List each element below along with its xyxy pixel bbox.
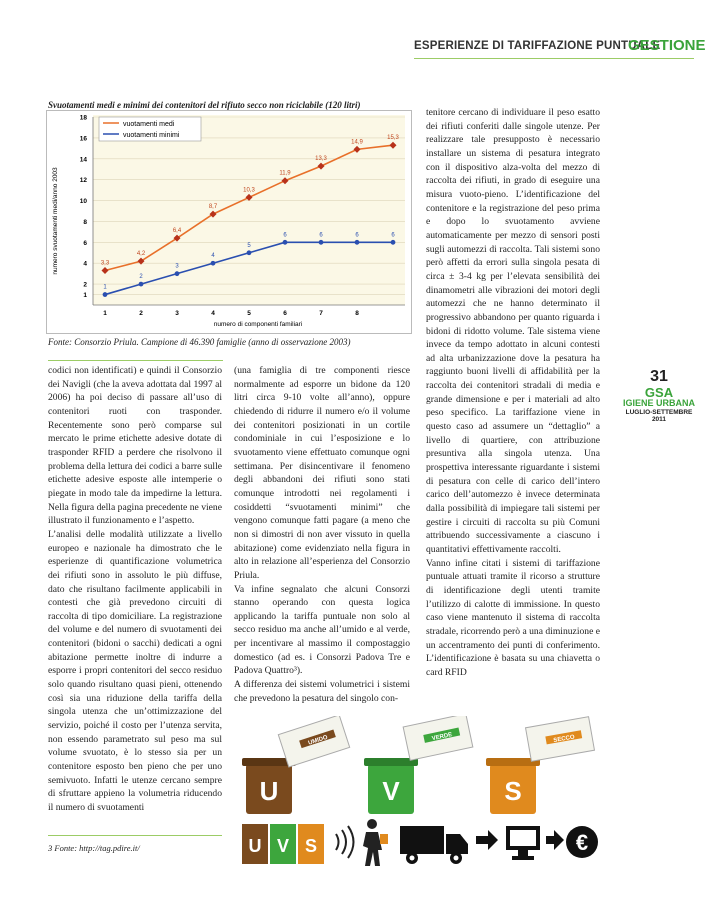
paragraph: L’analisi delle modalità utilizzate a livello europeo e nazionale ha dimostrato che le esperienze di quantificazione volumetrica dei rifiuti sono in assoluto le più diffuse, dato che risultano facilmente applicabili in contesti che già prevedono circuiti di raccolta di tipo domiciliare. La registrazione del volume e del numero di svuotamenti dei contenitori (bidoni o sacchi) dedicati a ogni abitazione permette inoltre di indurre a esporre i propri contenitori del secco residuo solo quando risultano quasi pieni, ottenendo così sia una riduzione della tariffa della singola utenza che un’ottimizzazione del servizio, poiché il costo per l’utenza servita, non essendo parametrato sul peso ma sul volume svuotato, è lo stesso sia per un contenitore esposto ben pieno che per uno semivuoto. Infatti le utenze cercano sempre di sfruttare appieno la volumetria riducendo il numero di svuotamenti [48, 528, 222, 813]
data-label-minimi: 6 [355, 232, 359, 239]
rfid-card-umido-label: UMIDO [307, 734, 329, 747]
x-axis-label: numero di componenti familiari [213, 321, 303, 328]
paragraph: Vanno infine citati i sistemi di tariffazione puntuale attuati tramite il ricorso a strutture di identificazione degli utenti tramite l’utilizzo di calotte di immissione. In questo caso viene mantenuto il sistema di raccolta stradale, ricorrendo però a una diminuzione e un accentramento dei punti di conferimento. L’identificazione è basata su una chiavetta o card RFID [426, 557, 600, 678]
data-label-medi: 14,9 [351, 139, 363, 146]
data-label-medi: 8,7 [208, 204, 218, 211]
combo-letter-u: U [248, 836, 262, 856]
text-column-3 [426, 106, 600, 680]
x-tick-label: 1 [103, 310, 107, 317]
magazine-name: IGIENE URBANA [623, 398, 696, 408]
header-divider [414, 58, 694, 59]
caption-divider [48, 360, 223, 361]
data-label-minimi: 6 [319, 232, 323, 239]
paragraph: Va infine segnalato che alcuni Consorzi stanno operando con questa logica applicando la tariffa puntuale non solo al secco residuo ma anche all’umido e al verde, per incentivare al massimo il compostaggio domestico (ad es. i Consorzi Padova Tre e Padova Quattro³). [234, 583, 410, 677]
legend-label-minimi: vuotamenti minimi [123, 132, 180, 139]
operator-icon [363, 819, 388, 866]
paragraph: codici non identificati) e quindi il Consorzio dei Navigli (che la aveva adottata dal 1997 al 2006) ha poi deciso di passare all’uso di contenitori ruoti con trasponder. Recentemente sono però comparse sul mercato le prime etichette adesive dotate di trasponder RFID a perdere che risolvono il problema della lettura dei codici a barre sulle etichette adesive esposte alle intemperie o piegate in modo tale da impedirne la lettura. Nella figura della pagina precedente ne viene illustrato il funzionamento e l’aspetto. [48, 365, 222, 527]
paragraph: A differenza dei sistemi volumetrici i sistemi che prevedono la pesatura del singolo con- [234, 679, 410, 704]
text-column-2 [234, 364, 410, 705]
combined-bins [242, 824, 324, 864]
y-tick-label: 12 [79, 177, 87, 185]
magazine-logo: GSA [644, 385, 674, 400]
bin-verde-letter: V [382, 776, 400, 806]
garbage-truck-icon [400, 826, 468, 864]
data-point-minimi [319, 240, 324, 245]
data-point-minimi [103, 292, 108, 297]
section-header: ESPERIENZE DI TARIFFAZIONE PUNTUALE [414, 40, 661, 52]
combo-letter-s: S [304, 836, 318, 856]
data-label-medi: 13,3 [315, 156, 327, 163]
x-tick-label: 8 [355, 310, 359, 317]
data-point-minimi [247, 250, 252, 255]
rfid-card-verde-label: VERDE [431, 732, 453, 743]
data-label-minimi: 4 [211, 253, 215, 260]
chart [46, 110, 412, 334]
data-label-medi: 3,3 [100, 260, 110, 267]
x-tick-label: 4 [211, 310, 215, 317]
y-tick-label: 14 [79, 156, 87, 164]
bin-verde [364, 716, 473, 814]
euro-symbol: € [575, 830, 589, 855]
y-tick-label: 18 [79, 114, 87, 122]
data-point-minimi [283, 240, 288, 245]
data-point-minimi [355, 240, 360, 245]
y-tick-label: 1 [83, 292, 87, 300]
bin-umido-letter: U [259, 776, 279, 806]
x-tick-label: 6 [283, 310, 287, 317]
y-tick-label: 8 [83, 218, 87, 226]
y-tick-label: 16 [79, 135, 87, 143]
chart-title: Svuotamenti medi e minimi dei contenitori del rifiuto secco non riciclabile (120 litri) [48, 100, 361, 110]
data-label-minimi: 3 [175, 263, 179, 270]
euro-icon [566, 826, 598, 858]
data-label-medi: 11,9 [279, 170, 291, 177]
data-point-minimi [211, 261, 216, 266]
bin-secco [486, 717, 594, 814]
bin-secco-letter: S [504, 776, 522, 806]
magazine-issue: LUGLIO-SETTEMBRE 2011 [625, 409, 693, 423]
data-point-minimi [391, 240, 396, 245]
arrow-icon [476, 830, 498, 850]
rfid-signal-icon [336, 826, 354, 858]
y-tick-label: 4 [83, 260, 87, 268]
data-label-minimi: 6 [391, 232, 395, 239]
footnote-divider [48, 835, 222, 836]
y-tick-label: 6 [83, 239, 87, 247]
text-column-1 [48, 364, 222, 815]
data-label-medi: 6,4 [172, 228, 182, 235]
computer-icon [506, 826, 540, 860]
chart-caption: Fonte: Consorzio Priula. Campione di 46.390 famiglie (anno di osservazione 2003) [48, 337, 351, 347]
chart-svg [47, 111, 411, 333]
legend-label-medi: vuotamenti medi [123, 121, 175, 128]
data-label-medi: 10,3 [243, 187, 255, 194]
x-tick-label: 2 [139, 310, 143, 317]
data-label-minimi: 2 [139, 274, 143, 281]
x-tick-label: 3 [175, 310, 179, 317]
paragraph: tenitore cercano di individuare il peso esatto dei rifiuti conferiti dalle singole utenze. Per realizzare tale presupposto è necessario installare un sistema di pesatura integrato con il dispositivo alza-volta del mezzo di raccolta dei rifiuti, in grado di eseguire una misura vuoto-pieno. L’identificazione del contenitore e la registrazione del peso prima e dopo lo svuotamento avviene automaticamente per mezzo di sensori posti sugli automezzi di raccolta. Tali sistemi sono però affetti da errori sulla singola pesata di circa ± 3-4 kg per l’elevata sensibilità dei dinamometri alle vibrazioni dei motori degli automezzi che ne hanno determinato il progressivo abbandono per quanto riguarda i bidoni di ridotto volume. Tale sistema viene invece da tempo adottato in alcuni contesti ad alta urbanizzazione dove la pesatura ha raggiunto buoni livelli di affidabilità per la raccolta dei contenitori stradali di media e grande dimensione e per i materiali ad alto peso specifico. La tariffazione viene in questo caso ad assumere un “dettaglio” a livello di quartiere, con attribuzione presuntiva alla singola utenza. Una prospettiva interessante riguardante i sistemi di pesatura con celle di carico dell’intero carico dell’automezzo è invece determinata dalla possibilità di impiegare tali sistemi per gestire i circuiti di raccolta su più Comuni attribuendo successivamente a ciascuno i quantitativi effettivamente raccolti. [426, 107, 600, 555]
footnote: 3 Fonte: http://tag.pdire.it/ [48, 843, 140, 853]
illustration-svg [240, 716, 600, 876]
rfid-card-secco-label: SECCO [553, 734, 576, 745]
x-tick-label: 5 [247, 310, 251, 317]
rfid-system-illustration [240, 716, 600, 876]
arrow-icon [546, 830, 564, 850]
data-point-minimi [139, 282, 144, 287]
y-tick-label: 10 [79, 198, 87, 206]
data-label-medi: 4,2 [136, 251, 146, 258]
page-number: 31 [650, 368, 668, 385]
paragraph: (una famiglia di tre componenti riesce normalmente ad esporre un bidone da 120 litri circa 9-10 volte all’anno), oppure chiedendo di ridurre il numero e/o il volume dei contenitori posizionati in un cortile condominiale in cui l’esposizione e lo svuotamento viene effettuato comunque ogni settimana. Per disincentivare il fenomeno degli abbandoni dei rifiuti sono stati comunque introdotti nei regolamenti i cosiddetti “svuotamenti minimi” che vengono comunque fatti pagare (a meno che non si dimostri di non aver vissuto in quella abitazione) come evidenziato nella figura in alto in relazione all’esperienza del Consorzio Priula. [234, 365, 410, 581]
bin-umido [242, 716, 350, 814]
data-label-minimi: 1 [103, 284, 107, 291]
data-label-minimi: 5 [247, 242, 251, 249]
data-label-minimi: 6 [283, 232, 287, 239]
x-tick-label: 7 [319, 310, 323, 317]
y-axis-label: numero svuotamenti medi/anno 2003 [52, 167, 59, 275]
data-label-medi: 15,3 [387, 135, 399, 142]
y-tick-label: 2 [83, 281, 87, 289]
data-point-minimi [175, 271, 180, 276]
combo-letter-v: V [276, 836, 290, 856]
category-header: GESTIONE [628, 37, 706, 54]
